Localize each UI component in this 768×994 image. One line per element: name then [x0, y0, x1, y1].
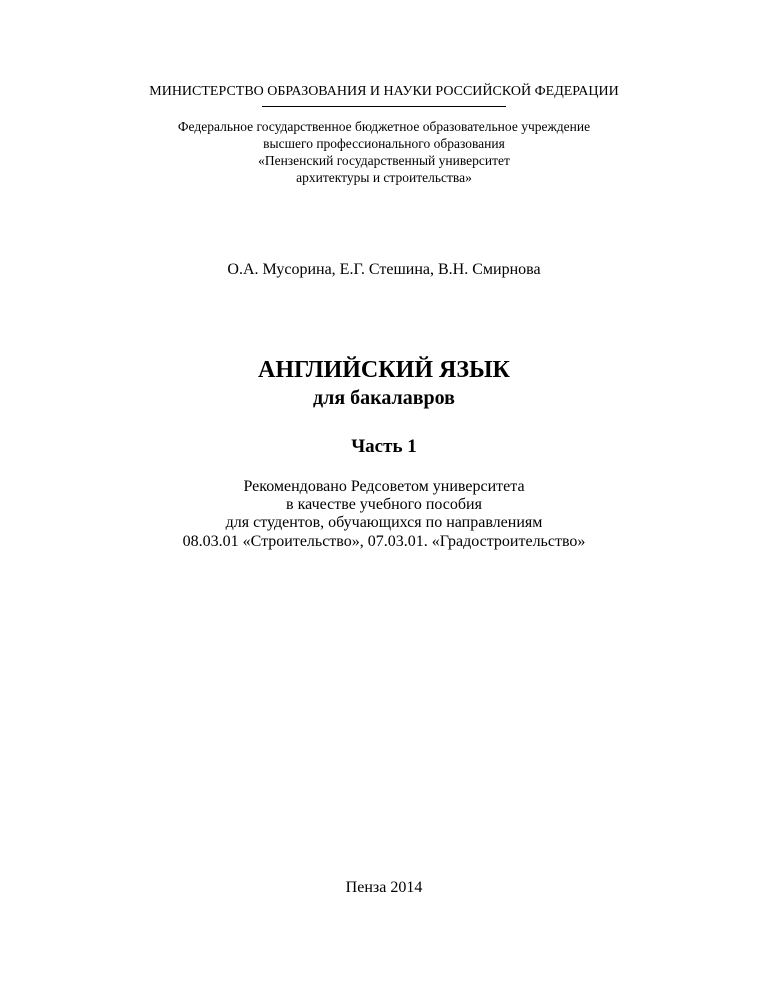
city-year: Пенза 2014: [345, 879, 423, 896]
book-title: АНГЛИЙСКИЙ ЯЗЫК: [258, 357, 510, 383]
header-divider: [262, 106, 506, 107]
book-part: Часть 1: [351, 436, 417, 457]
ministry-heading: МИНИСТЕРСТВО ОБРАЗОВАНИЯ И НАУКИ РОССИЙСКОЙ ФЕДЕРАЦИИ: [149, 84, 619, 99]
institution-line: Федеральное государственное бюджетное образовательное учреждение: [177, 119, 591, 134]
institution-line: «Пензенский государственный университет: [258, 153, 510, 168]
recommendation-line: для студентов, обучающихся по направлениям: [225, 514, 543, 531]
recommendation-line: в качестве учебного пособия: [286, 496, 482, 513]
recommendation-line: Рекомендовано Редсоветом университета: [243, 478, 525, 495]
institution-line: высшего профессионального образования: [263, 136, 505, 151]
institution-line: архитектуры и строительства»: [296, 170, 472, 185]
authors: О.А. Мусорина, Е.Г. Стешина, В.Н. Смирнова: [227, 261, 541, 278]
recommendation-line: 08.03.01 «Строительство», 07.03.01. «Градостроительство»: [182, 533, 586, 550]
book-subtitle: для бакалавров: [312, 387, 455, 409]
